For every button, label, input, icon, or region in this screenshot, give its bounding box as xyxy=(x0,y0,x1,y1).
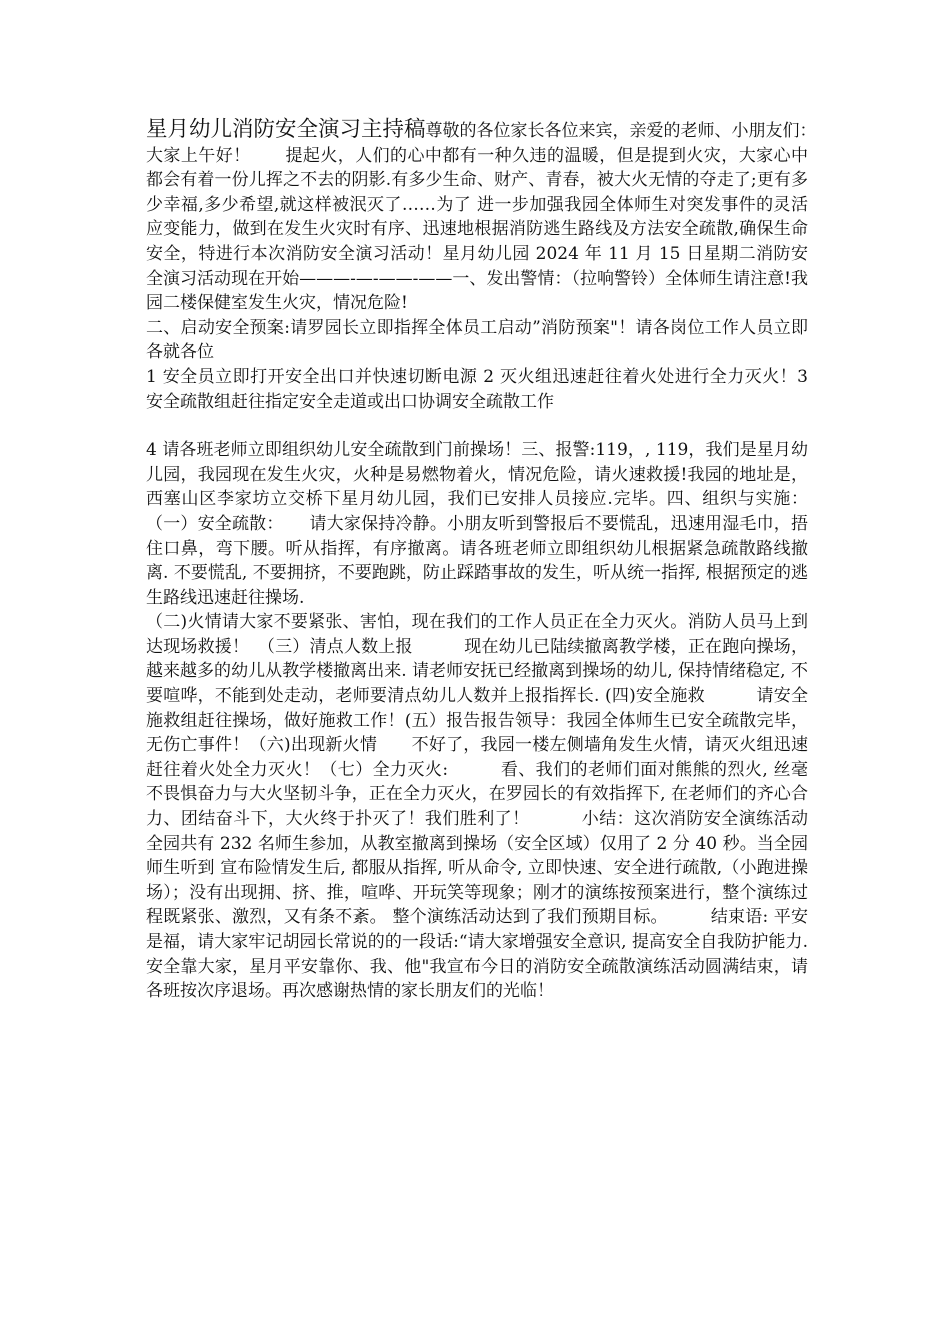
paragraph-intro xyxy=(146,117,860,316)
intro-text: 尊敬的各位家长各位来宾，亲爱的老师、小朋友们： 大家上午好！ 提起火，人们的心中都有一种久违的温暖，但是提到火灾，大家心中都会有着一份儿挥之不去的阴影.有多少生命、财产、青春，被大火无情的夺走了;更有多少幸福,多少希望,就这样被泯灭了……为了 进一步加强我园全体师生对突发事件的灵活应变能力，做到在发生火灾时有序、迅速地根据消防逃生路线及方法安全疏散,确保生命安全，特进行本次消防安全演习活动！星月幼儿园 2024 年 11 月 15 日星期二消防安全演习活动现在开始———-—-——-——一、发出警情：（拉响警铃）全体师生请注意!我园二楼保健室发生火灾，情况危险! xyxy=(146,121,860,314)
paragraph-safety-plan: 二、启动安全预案:请罗园长立即指挥全体员工启动”消防预案"！请各岗位工作人员立即各就各位 xyxy=(146,317,808,363)
document-title: 星月幼儿消防安全演习主持稿 xyxy=(146,117,426,142)
document-body xyxy=(146,117,860,1004)
paragraph-gap xyxy=(146,414,808,438)
paragraph-duties: 1 安全员立即打开安全出口并快速切断电源 2 灭火组迅速赶往着火处进行全力灭火！3 安全疏散组赶往指定安全走道或出口协调安全疏散工作 xyxy=(146,366,808,412)
paragraph-evacuation: 4 请各班老师立即组织幼儿安全疏散到门前操场！三、报警:119，, 119，我们是星月幼儿园，我园现在发生火灾，火种是易燃物着火，情况危险，请火速救援!我园的地址是，西塞山区李家坊立交桥下星月幼儿园，我们已安排人员接应.完毕。四、组织与实施：（一）安全疏散： 请大家保持冷静。小朋友听到警报后不要慌乱，迅速用湿毛巾，捂住口鼻，弯下腰。听从指挥，有序撤离。请各班老师立即组织幼儿根据紧急疏散路线撤离. 不要慌乱, 不要拥挤，不要跑跳，防止踩踏事故的发生，听从统一指挥, 根据预定的逃生路线迅速赶往操场. xyxy=(146,440,808,608)
paragraph-firefighting-summary: （二)火情请大家不要紧张、害怕，现在我们的工作人员正在全力灭火。消防人员马上到达现场救援！ （三）清点人数上报 现在幼儿已陆续撤离教学楼，正在跑向操场，越来越多的幼儿从教学楼撤离出来. 请老师安抚已经撤离到操场的幼儿, 保持情绪稳定, 不要喧哗，不能到处走动，老师要清点幼儿人数并上报指挥长. (四)安全施救 请安全施救组赶往操场，做好施救工作！(五）报告报告领导：我园全体师生已安全疏散完毕，无伤亡事件！（六)出现新火情 不好了，我园一楼左侧墙角发生火情，请灭火组迅速赶往着火处全力灭火！（七）全力灭火: 看、我们的老师们面对熊熊的烈火, 丝毫不畏惧奋力与大火坚韧斗争，正在全力灭火，在罗园长的有效指挥下, 在老师们的齐心合力、团结奋斗下，大火终于扑灭了！我们胜利了！ 小结：这次消防安全演练活动全园共有 232 名师生参加，从教室撤离到操场（安全区域）仅用了 2 分 40 秒。当全园师生听到 宣布险情发生后, 都服从指挥, 听从命令, 立即快速、安全进行疏散,（小跑进操场）；没有出现拥、挤、推，喧哗、开玩笑等现象；刚才的演练按预案进行，整个演练过程既紧张、激烈，又有条不紊。 整个演练活动达到了我们预期目标。 结束语: 平安是福，请大家牢记胡园长常说的的一段话:“请大家增强安全意识, 提高安全自我防护能力. 安全靠大家，星月平安靠你、我、他"我宣布今日的消防安全疏散演练活动圆满结束，请各班按次序退场。再次感谢热情的家长朋友们的光临！ xyxy=(146,612,808,1002)
